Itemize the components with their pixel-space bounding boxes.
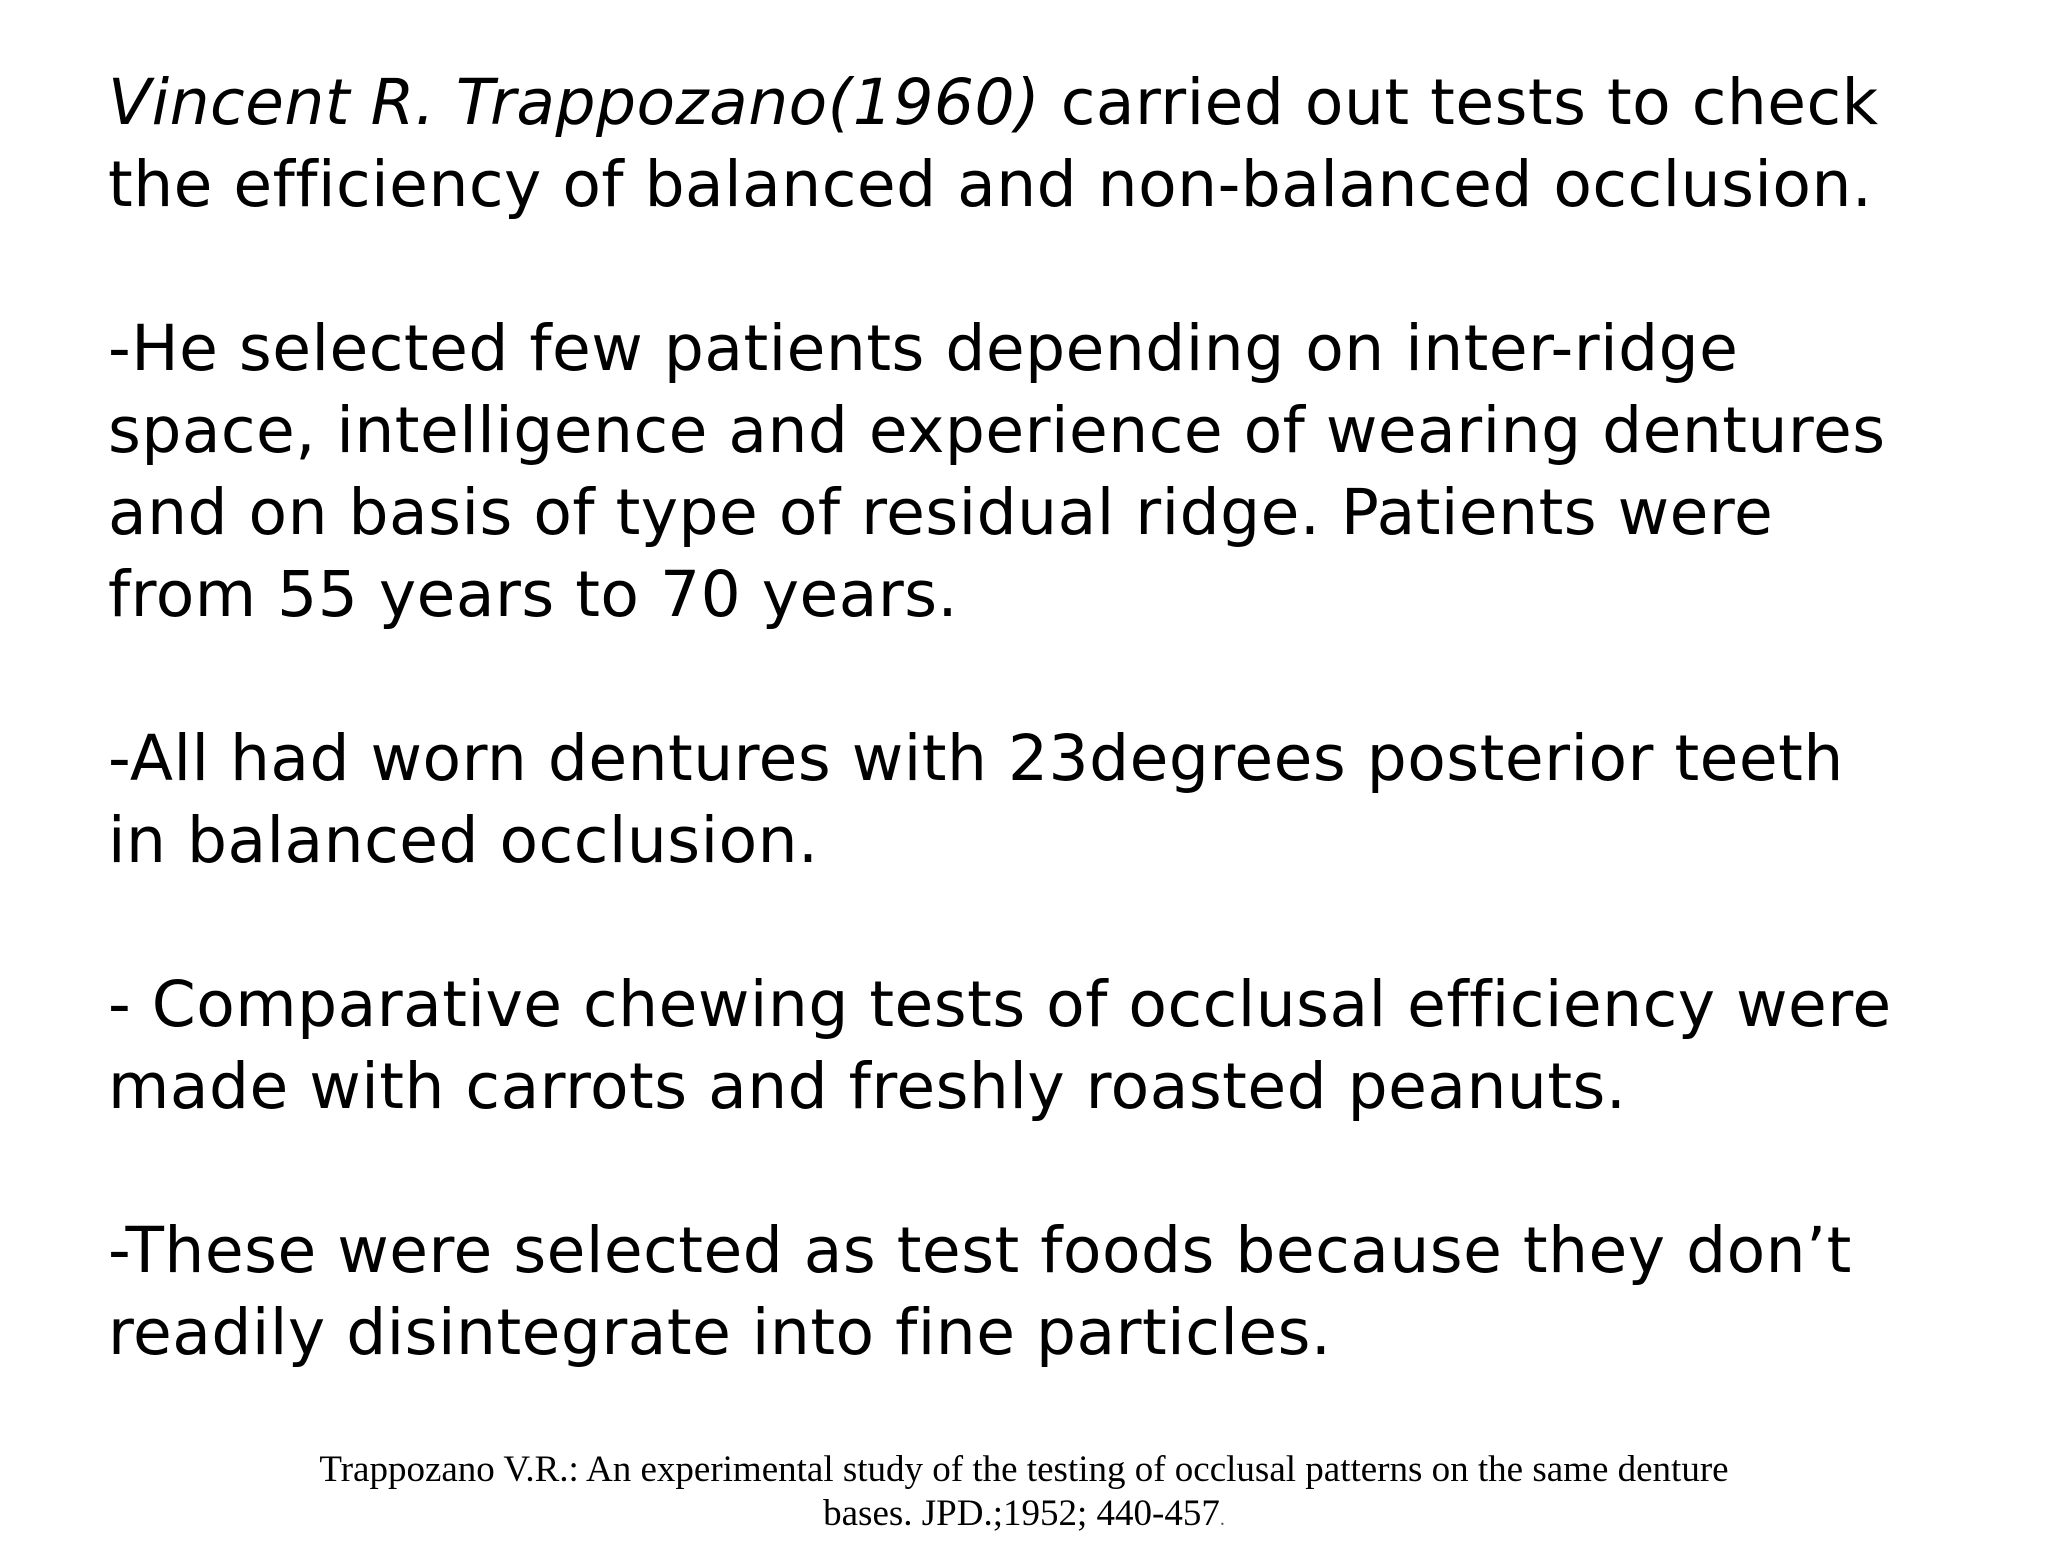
test-foods-paragraph: [108, 1210, 1988, 1374]
chewing-tests-paragraph: [108, 964, 1988, 1128]
intro-line-2: the efficiency of balanced and non-balanced occlusion.: [108, 148, 1873, 221]
patient-selection-paragraph: [108, 308, 1988, 636]
dentures-paragraph: [108, 718, 1988, 882]
paragraph5-line-2: readily disintegrate into fine particles.: [108, 1296, 1332, 1369]
author-citation: Vincent R. Trappozano(1960): [108, 66, 1041, 139]
paragraph2-line-4: from 55 years to 70 years.: [108, 558, 959, 631]
paragraph4-line-1: - Comparative chewing tests of occlusal efficiency were: [108, 968, 1892, 1041]
paragraph2-line-2: space, intelligence and experience of wearing dentures: [108, 394, 1886, 467]
intro-line-1: [108, 62, 1988, 144]
paragraph3-line-2: in balanced occlusion.: [108, 804, 819, 877]
citation-line-2: [0, 1492, 2048, 1541]
slide-body: [108, 62, 1988, 1374]
paragraph2-line-1: -He selected few patients depending on inter-ridge: [108, 312, 1739, 385]
reference-citation: [0, 1448, 2048, 1541]
paragraph4-line-2: made with carrots and freshly roasted peanuts.: [108, 1050, 1627, 1123]
citation-trailing-dot: .: [1219, 1508, 1225, 1530]
paragraph2-line-3: and on basis of type of residual ridge. Patients were: [108, 476, 1774, 549]
intro-paragraph: [108, 62, 1988, 226]
intro-line-1-rest: carried out tests to check: [1040, 66, 1879, 139]
citation-line-2-text: bases. JPD.;1952; 440-457: [823, 1493, 1220, 1534]
paragraph3-line-1: -All had worn dentures with 23degrees posterior teeth: [108, 722, 1844, 795]
citation-line-1: Trappozano V.R.: An experimental study of the testing of occlusal patterns on the same denture: [319, 1449, 1729, 1490]
paragraph5-line-1: -These were selected as test foods because they don’t: [108, 1214, 1852, 1287]
